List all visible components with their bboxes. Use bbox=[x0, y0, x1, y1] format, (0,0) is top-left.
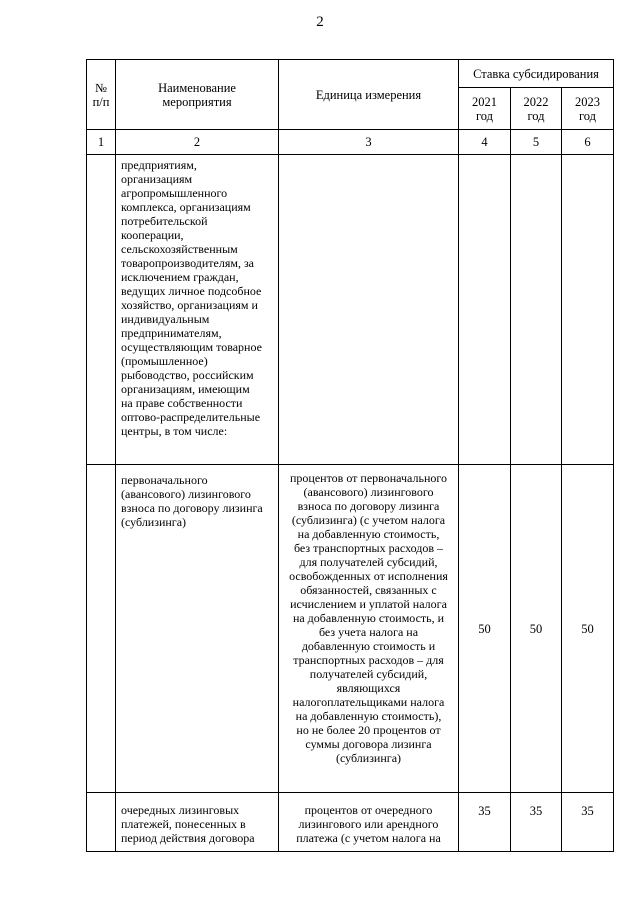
unit-line: на добавленную стоимость), bbox=[295, 709, 442, 723]
row-number-cell bbox=[87, 465, 116, 793]
unit-line: процентов от очередного bbox=[304, 803, 433, 817]
rate-cell-2023 bbox=[562, 155, 614, 465]
activity-name-cell bbox=[116, 793, 279, 852]
activity-name-line: (промышленное) bbox=[121, 354, 208, 368]
activity-name-line: предприятиям, bbox=[121, 158, 197, 172]
unit-line: добавленную стоимость и bbox=[301, 639, 436, 653]
activity-name-line: потребительской bbox=[121, 214, 208, 228]
year-label: 2023 bbox=[575, 94, 601, 109]
unit-cell bbox=[279, 793, 459, 852]
year-suffix: год bbox=[527, 108, 545, 123]
subsidy-rates-table bbox=[86, 59, 614, 852]
activity-name-line: индивидуальным bbox=[121, 312, 210, 326]
activity-name-line: на праве собственности bbox=[121, 396, 243, 410]
rate-cell-2022: 35 bbox=[511, 793, 562, 852]
unit-line: являющихся bbox=[336, 681, 401, 695]
activity-name-line: предпринимателям, bbox=[121, 326, 222, 340]
activity-name-line: осуществляющим товарное bbox=[121, 340, 262, 354]
rate-cell-2022: 50 bbox=[511, 465, 562, 793]
activity-name-line: хозяйство, организациям и bbox=[121, 298, 258, 312]
unit-line: для получателей субсидий, bbox=[299, 555, 438, 569]
unit-line: платежа (с учетом налога на bbox=[296, 831, 441, 845]
activity-name-line: организациям, имеющим bbox=[121, 382, 250, 396]
unit-line: исчислением и уплатой налога bbox=[290, 597, 447, 611]
unit-line: лизингового или арендного bbox=[298, 817, 439, 831]
header-name-column bbox=[116, 60, 279, 130]
unit-cell bbox=[279, 155, 459, 465]
rate-cell-2021: 50 bbox=[459, 465, 511, 793]
table-row bbox=[87, 155, 614, 465]
unit-line: транспортных расходов – для bbox=[293, 653, 444, 667]
activity-name-cell bbox=[116, 155, 279, 465]
activity-name-line: комплекса, организациям bbox=[121, 200, 251, 214]
activity-name-line: платежей, понесенных в bbox=[121, 817, 246, 831]
column-number: 2 bbox=[116, 130, 279, 155]
activity-name-line: период действия договора bbox=[121, 831, 255, 845]
header-year-2021 bbox=[459, 88, 511, 130]
activity-name-line: товаропроизводителям, за bbox=[121, 256, 255, 270]
unit-line: (авансового) лизингового bbox=[303, 485, 434, 499]
activity-name-line: (авансового) лизингового bbox=[121, 487, 251, 501]
year-label: 2022 bbox=[523, 94, 549, 109]
activity-name-line: центры, в том числе: bbox=[121, 424, 228, 438]
unit-line: обязанностей, связанных с bbox=[300, 583, 437, 597]
header-unit-column: Единица измерения bbox=[279, 60, 459, 130]
rate-cell-2022 bbox=[511, 155, 562, 465]
unit-line: но не более 20 процентов от bbox=[296, 723, 441, 737]
header-number-column bbox=[87, 60, 116, 130]
column-number: 4 bbox=[459, 130, 511, 155]
unit-line: на добавленную стоимость, bbox=[297, 527, 440, 541]
activity-name-line: исключением граждан, bbox=[121, 270, 239, 284]
row-number-cell bbox=[87, 155, 116, 465]
unit-line: взноса по договору лизинга bbox=[297, 499, 440, 513]
activity-name-line: рыбоводство, российским bbox=[121, 368, 254, 382]
rate-cell-2023: 50 bbox=[562, 465, 614, 793]
rate-cell-2021: 35 bbox=[459, 793, 511, 852]
activity-name-line: первоначального bbox=[121, 473, 208, 487]
unit-line: суммы договора лизинга bbox=[305, 737, 432, 751]
rate-cell-2021 bbox=[459, 155, 511, 465]
column-number: 5 bbox=[511, 130, 562, 155]
activity-name-line: (сублизинга) bbox=[121, 515, 187, 529]
page-number: 2 bbox=[316, 14, 324, 30]
header-year-2022 bbox=[511, 88, 562, 130]
unit-line: получателей субсидий, bbox=[309, 667, 428, 681]
row-number-cell bbox=[87, 793, 116, 852]
column-number: 3 bbox=[279, 130, 459, 155]
header-number-abbrev: п/п bbox=[92, 94, 110, 109]
unit-line: (сублизинга) bbox=[335, 751, 402, 765]
activity-name-line: сельскохозяйственным bbox=[121, 242, 238, 256]
unit-line: освобожденных от исполнения bbox=[289, 569, 448, 583]
year-suffix: год bbox=[578, 108, 597, 123]
year-label: 2021 bbox=[472, 94, 497, 109]
unit-line: без учета налога на bbox=[318, 625, 419, 639]
header-name-line: Наименование bbox=[158, 80, 236, 95]
table-row bbox=[87, 465, 614, 793]
unit-line: (сублизинга) (с учетом налога bbox=[291, 513, 446, 527]
year-suffix: год bbox=[475, 108, 494, 123]
activity-name-line: ведущих личное подсобное bbox=[121, 284, 262, 298]
activity-name-line: оптово-распределительные bbox=[121, 410, 261, 424]
unit-line: налогоплательщиками налога bbox=[292, 695, 445, 709]
header-rate-group: Ставка субсидирования bbox=[459, 60, 614, 88]
header-number-symbol: № bbox=[95, 80, 107, 95]
column-number-row bbox=[87, 130, 614, 155]
unit-line: процентов от первоначального bbox=[289, 471, 447, 485]
activity-name-line: очередных лизинговых bbox=[121, 803, 240, 817]
column-number: 6 bbox=[562, 130, 614, 155]
unit-cell bbox=[279, 465, 459, 793]
unit-line: на добавленную стоимость, и bbox=[292, 611, 445, 625]
column-number: 1 bbox=[87, 130, 116, 155]
activity-name-line: агропромышленного bbox=[121, 186, 228, 200]
unit-line: без транспортных расходов – bbox=[293, 541, 444, 555]
header-name-line: мероприятия bbox=[162, 94, 232, 109]
rate-cell-2023: 35 bbox=[562, 793, 614, 852]
table-row bbox=[87, 793, 614, 852]
activity-name-line: организациям bbox=[121, 172, 193, 186]
header-year-2023 bbox=[562, 88, 614, 130]
activity-name-cell bbox=[116, 465, 279, 793]
activity-name-line: взноса по договору лизинга bbox=[121, 501, 263, 515]
activity-name-line: кооперации, bbox=[121, 228, 184, 242]
